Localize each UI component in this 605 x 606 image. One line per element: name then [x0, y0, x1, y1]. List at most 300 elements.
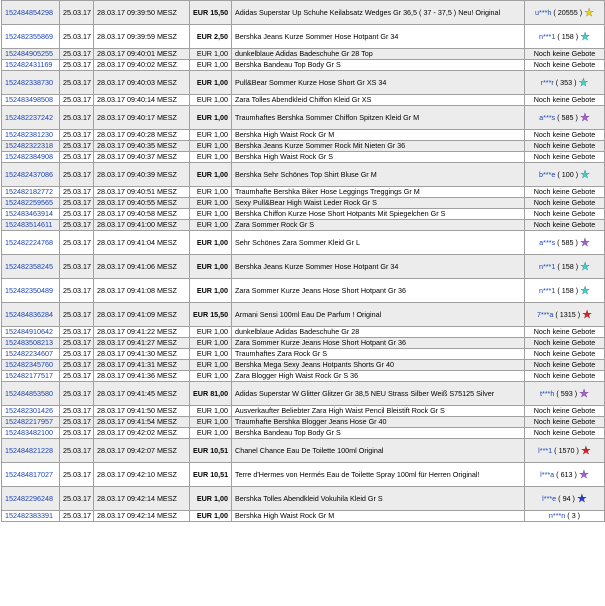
- item-id-link[interactable]: 152482431169: [5, 60, 53, 69]
- price-value: 1,00: [214, 95, 228, 104]
- price-cell: [190, 152, 232, 163]
- bid-status-cell: a***s ( 585 ) ★: [525, 231, 605, 255]
- item-title-cell: Sehr Schönes Zara Sommer Kleid Gr L: [232, 231, 525, 255]
- bidder-name[interactable]: l***a: [540, 469, 555, 479]
- end-time-cell: 28.03.17 09:41:30 MESZ: [94, 349, 190, 360]
- end-time-cell: 28.03.17 09:40:02 MESZ: [94, 60, 190, 71]
- price-value: 1,00: [214, 371, 228, 380]
- bidder-name[interactable]: a***s: [539, 237, 556, 247]
- start-date-cell: 25.03.17: [60, 209, 94, 220]
- bidder-name[interactable]: b***e: [538, 169, 556, 179]
- table-row: [2, 141, 605, 152]
- item-title-cell: Adidas Superstar Up Schuhe Keilabsatz Wedges Gr 36,5 ( 37 - 37,5 ) Neu! Original: [232, 1, 525, 25]
- currency: EUR: [196, 220, 212, 229]
- price-value: 1,00: [214, 187, 228, 196]
- bid-status-cell: [525, 198, 605, 209]
- start-date-cell: 25.03.17: [60, 371, 94, 382]
- item-id-link[interactable]: 152482383391: [5, 511, 53, 520]
- end-time-cell: 28.03.17 09:41:06 MESZ: [94, 255, 190, 279]
- price-value: 1,00: [214, 112, 228, 122]
- item-id-cell: [2, 1, 60, 25]
- currency: EUR: [193, 309, 209, 319]
- item-id-cell: [2, 106, 60, 130]
- price-cell: [190, 439, 232, 463]
- item-title-cell: Ausverkaufter Beliebter Zara High Waist Pencil Bleistift Rock Gr S: [232, 406, 525, 417]
- end-time-cell: 28.03.17 09:41:45 MESZ: [94, 382, 190, 406]
- start-date-cell: 25.03.17: [60, 106, 94, 130]
- item-title-cell: Bershka High Waist Rock Gr M: [232, 511, 525, 522]
- bid-status-cell: n***n ( 3 ): [525, 511, 605, 522]
- price-value: 1,00: [214, 169, 228, 179]
- bid-status-cell: b***e ( 100 ) ★: [525, 163, 605, 187]
- bid-status-cell: [525, 406, 605, 417]
- item-id-link[interactable]: 152484836284: [5, 309, 53, 319]
- currency: EUR: [196, 493, 212, 503]
- item-id-cell: [2, 382, 60, 406]
- auction-list-table: [1, 0, 605, 522]
- price-cell: [190, 209, 232, 220]
- currency: EUR: [196, 130, 212, 139]
- feedback-score: 158: [561, 285, 574, 295]
- currency: EUR: [196, 49, 212, 58]
- no-bids-label: Noch keine Gebote: [533, 49, 596, 58]
- price-value: 1,00: [214, 417, 228, 426]
- bidder-name[interactable]: l***1: [538, 445, 553, 455]
- start-date-cell: 25.03.17: [60, 487, 94, 511]
- bid-status-cell: t***h ( 593 ) ★: [525, 382, 605, 406]
- price-cell: [190, 95, 232, 106]
- currency: EUR: [196, 198, 212, 207]
- item-title-cell: Terre d'Hermes von Hermés Eau de Toilette Spray 100ml für Herren Original!: [232, 463, 525, 487]
- item-title-cell: Bershka Bandeau Top Body Gr S: [232, 60, 525, 71]
- item-id-cell: [2, 220, 60, 231]
- end-time-cell: 28.03.17 09:42:07 MESZ: [94, 439, 190, 463]
- table-row: [2, 487, 605, 511]
- price-cell: [190, 327, 232, 338]
- purple-star-icon: ★: [578, 468, 589, 481]
- bidder-name[interactable]: n***n: [548, 511, 566, 520]
- currency: EUR: [193, 7, 209, 17]
- item-id-link[interactable]: 152483463914: [5, 209, 53, 218]
- table-row: [2, 406, 605, 417]
- price-value: 1,00: [214, 327, 228, 336]
- table-row: [2, 360, 605, 371]
- table-row: [2, 106, 605, 130]
- feedback-score: 20555: [557, 7, 578, 17]
- start-date-cell: 25.03.17: [60, 439, 94, 463]
- no-bids-label: Noch keine Gebote: [533, 327, 596, 336]
- item-id-cell: [2, 406, 60, 417]
- no-bids-label: Noch keine Gebote: [533, 220, 596, 229]
- currency: EUR: [196, 338, 212, 347]
- item-id-cell: [2, 95, 60, 106]
- item-id-cell: [2, 71, 60, 95]
- price-cell: [190, 106, 232, 130]
- price-value: 1,00: [214, 511, 228, 520]
- bid-status-cell: [525, 60, 605, 71]
- bidder-name[interactable]: l***e: [542, 493, 557, 503]
- price-cell: [190, 279, 232, 303]
- purple-star-icon: ★: [579, 387, 590, 400]
- item-title-cell: Zara Sommer Rock Gr S: [232, 220, 525, 231]
- bid-status-cell: [525, 49, 605, 60]
- item-id-link[interactable]: 152482350489: [5, 285, 53, 295]
- item-title-cell: Bershka High Waist Rock Gr S: [232, 152, 525, 163]
- bid-status-cell: u***h ( 20555 ) ★: [525, 1, 605, 25]
- currency: EUR: [196, 511, 212, 520]
- currency: EUR: [193, 388, 209, 398]
- table-row: [2, 417, 605, 428]
- item-id-cell: [2, 463, 60, 487]
- item-id-link[interactable]: 152484910642: [5, 327, 53, 336]
- item-id-link[interactable]: 152483514611: [5, 220, 53, 229]
- table-row: [2, 220, 605, 231]
- start-date-cell: 25.03.17: [60, 231, 94, 255]
- item-id-cell: [2, 25, 60, 49]
- item-id-link[interactable]: 152484817027: [5, 469, 53, 479]
- end-time-cell: 28.03.17 09:40:58 MESZ: [94, 209, 190, 220]
- price-cell: [190, 338, 232, 349]
- table-row: [2, 338, 605, 349]
- item-id-cell: [2, 439, 60, 463]
- table-row: [2, 130, 605, 141]
- end-time-cell: 28.03.17 09:41:50 MESZ: [94, 406, 190, 417]
- bid-status-cell: [525, 152, 605, 163]
- red-star-icon: ★: [580, 444, 591, 457]
- bid-status-cell: r***r ( 353 ) ★: [525, 71, 605, 95]
- item-id-cell: [2, 130, 60, 141]
- price-value: 1,00: [214, 152, 228, 161]
- item-id-link[interactable]: 152482182772: [5, 187, 53, 196]
- price-cell: [190, 511, 232, 522]
- end-time-cell: 28.03.17 09:42:14 MESZ: [94, 511, 190, 522]
- start-date-cell: 25.03.17: [60, 360, 94, 371]
- item-title-cell: Chanel Chance Eau De Toilette 100ml Original: [232, 439, 525, 463]
- item-title-cell: Zara Tolles Abendkleid Chiffon Kleid Gr XS: [232, 95, 525, 106]
- end-time-cell: 28.03.17 09:41:54 MESZ: [94, 417, 190, 428]
- price-value: 81,00: [210, 388, 229, 398]
- bidder-name[interactable]: r***r: [540, 77, 554, 87]
- bidder-name[interactable]: n***1: [538, 285, 556, 295]
- end-time-cell: 28.03.17 09:39:50 MESZ: [94, 1, 190, 25]
- start-date-cell: 25.03.17: [60, 130, 94, 141]
- price-value: 1,00: [214, 49, 228, 58]
- table-row: [2, 231, 605, 255]
- bid-status-cell: [525, 220, 605, 231]
- start-date-cell: 25.03.17: [60, 49, 94, 60]
- bid-status-cell: [525, 327, 605, 338]
- no-bids-label: Noch keine Gebote: [533, 338, 596, 347]
- start-date-cell: 25.03.17: [60, 71, 94, 95]
- bidder-name[interactable]: u***h: [534, 7, 552, 17]
- no-bids-label: Noch keine Gebote: [533, 360, 596, 369]
- table-row: [2, 428, 605, 439]
- item-id-link[interactable]: 152482322318: [5, 141, 53, 150]
- currency: EUR: [196, 237, 212, 247]
- start-date-cell: 25.03.17: [60, 349, 94, 360]
- no-bids-label: Noch keine Gebote: [533, 209, 596, 218]
- currency: EUR: [196, 209, 212, 218]
- start-date-cell: 25.03.17: [60, 255, 94, 279]
- item-id-link[interactable]: 152484853580: [5, 388, 53, 398]
- item-id-link[interactable]: 152483508213: [5, 338, 53, 347]
- feedback-score: 585: [561, 112, 574, 122]
- feedback-score: 353: [560, 77, 573, 87]
- bidder-name[interactable]: n***1: [538, 261, 556, 271]
- item-id-link[interactable]: 152482224768: [5, 237, 53, 247]
- currency: EUR: [196, 31, 212, 41]
- start-date-cell: 25.03.17: [60, 279, 94, 303]
- price-cell: [190, 371, 232, 382]
- table-row: [2, 279, 605, 303]
- no-bids-label: Noch keine Gebote: [533, 95, 596, 104]
- price-value: 1,00: [214, 285, 228, 295]
- bidder-name[interactable]: 7***a: [536, 309, 554, 319]
- currency: EUR: [196, 285, 212, 295]
- price-cell: [190, 360, 232, 371]
- table-row: [2, 255, 605, 279]
- no-bids-label: Noch keine Gebote: [533, 152, 596, 161]
- bid-status-cell: [525, 95, 605, 106]
- item-title-cell: Armani Sensi 100ml Eau De Parfum ! Original: [232, 303, 525, 327]
- bid-status-cell: [525, 338, 605, 349]
- price-cell: [190, 463, 232, 487]
- turquoise-star-icon: ★: [580, 30, 591, 43]
- end-time-cell: 28.03.17 09:41:31 MESZ: [94, 360, 190, 371]
- price-value: 1,00: [214, 130, 228, 139]
- end-time-cell: 28.03.17 09:41:22 MESZ: [94, 327, 190, 338]
- item-id-link[interactable]: 152482177517: [5, 371, 53, 380]
- item-id-cell: [2, 360, 60, 371]
- item-title-cell: Bershka Tolles Abendkleid Vokuhila Kleid Gr S: [232, 487, 525, 511]
- no-bids-label: Noch keine Gebote: [533, 417, 596, 426]
- item-title-cell: Adidas Superstar W Glitter Glitzer Gr 38,5 NEU Strass Silber Weiß S75125 Silver: [232, 382, 525, 406]
- table-row: [2, 371, 605, 382]
- price-cell: [190, 130, 232, 141]
- item-title-cell: Zara Sommer Kurze Jeans Hose Short Hotpant Gr 36: [232, 279, 525, 303]
- price-cell: [190, 255, 232, 279]
- item-id-cell: [2, 349, 60, 360]
- item-id-link[interactable]: 152484821228: [5, 445, 53, 455]
- feedback-score: 158: [561, 31, 574, 41]
- start-date-cell: 25.03.17: [60, 406, 94, 417]
- item-title-cell: Bershka Jeans Kurze Sommer Rock Mit Nieten Gr 36: [232, 141, 525, 152]
- turquoise-star-icon: ★: [580, 168, 591, 181]
- feedback-score: 1315: [559, 309, 576, 319]
- item-id-link[interactable]: 152483482100: [5, 428, 53, 437]
- bidder-name[interactable]: a***s: [539, 112, 556, 122]
- item-id-link[interactable]: 152482301426: [5, 406, 53, 415]
- price-value: 10,51: [210, 445, 229, 455]
- bidder-name[interactable]: n***1: [538, 31, 556, 41]
- start-date-cell: 25.03.17: [60, 327, 94, 338]
- currency: EUR: [196, 371, 212, 380]
- item-id-cell: [2, 303, 60, 327]
- item-title-cell: Bershka Chiffon Kurze Hose Short Hotpants Mit Spiegelchen Gr S: [232, 209, 525, 220]
- table-row: [2, 349, 605, 360]
- no-bids-label: Noch keine Gebote: [533, 198, 596, 207]
- price-cell: [190, 231, 232, 255]
- currency: EUR: [193, 445, 209, 455]
- price-value: 1,00: [214, 261, 228, 271]
- item-id-link[interactable]: 152482338730: [5, 77, 53, 87]
- feedback-score: 613: [560, 469, 573, 479]
- end-time-cell: 28.03.17 09:41:08 MESZ: [94, 279, 190, 303]
- price-cell: [190, 187, 232, 198]
- item-title-cell: Zara Blogger High Waist Rock Gr S 36: [232, 371, 525, 382]
- item-id-link[interactable]: 152482237242: [5, 112, 53, 122]
- table-row: [2, 382, 605, 406]
- table-row: [2, 187, 605, 198]
- price-cell: [190, 428, 232, 439]
- currency: EUR: [196, 77, 212, 87]
- price-value: 1,00: [214, 338, 228, 347]
- start-date-cell: 25.03.17: [60, 60, 94, 71]
- bid-status-cell: [525, 360, 605, 371]
- price-value: 15,50: [210, 309, 229, 319]
- currency: EUR: [196, 428, 212, 437]
- table-row: [2, 152, 605, 163]
- currency: EUR: [196, 360, 212, 369]
- table-row: [2, 25, 605, 49]
- bid-status-cell: [525, 349, 605, 360]
- end-time-cell: 28.03.17 09:40:28 MESZ: [94, 130, 190, 141]
- no-bids-label: Noch keine Gebote: [533, 406, 596, 415]
- price-cell: [190, 71, 232, 95]
- price-value: 1,00: [214, 428, 228, 437]
- start-date-cell: 25.03.17: [60, 417, 94, 428]
- bid-status-cell: n***1 ( 158 ) ★: [525, 25, 605, 49]
- table-row: [2, 303, 605, 327]
- start-date-cell: 25.03.17: [60, 141, 94, 152]
- feedback-score: 94: [562, 493, 571, 503]
- start-date-cell: 25.03.17: [60, 1, 94, 25]
- auction-list-body: [2, 1, 605, 522]
- price-value: 1,00: [214, 77, 228, 87]
- item-id-link[interactable]: 152482345760: [5, 360, 53, 369]
- yellow-star-icon: ★: [584, 6, 595, 19]
- item-id-cell: [2, 327, 60, 338]
- purple-star-icon: ★: [579, 111, 590, 124]
- price-cell: [190, 417, 232, 428]
- item-id-link[interactable]: 152482234607: [5, 349, 53, 358]
- item-id-link[interactable]: 152482358245: [5, 261, 53, 271]
- table-row: [2, 60, 605, 71]
- currency: EUR: [193, 469, 209, 479]
- item-id-link[interactable]: 152483498508: [5, 95, 53, 104]
- item-title-cell: Traumhaftes Bershka Sommer Chiffon Spitzen Kleid Gr M: [232, 106, 525, 130]
- end-time-cell: 28.03.17 09:41:36 MESZ: [94, 371, 190, 382]
- currency: EUR: [196, 60, 212, 69]
- item-id-cell: [2, 209, 60, 220]
- currency: EUR: [196, 349, 212, 358]
- currency: EUR: [196, 112, 212, 122]
- start-date-cell: 25.03.17: [60, 198, 94, 209]
- no-bids-label: Noch keine Gebote: [533, 371, 596, 380]
- start-date-cell: 25.03.17: [60, 338, 94, 349]
- item-id-link[interactable]: 152482296248: [5, 493, 53, 503]
- item-title-cell: Bershka Jeans Kurze Sommer Hose Hotpant Gr 34: [232, 25, 525, 49]
- price-value: 1,00: [214, 209, 228, 218]
- item-id-cell: [2, 163, 60, 187]
- table-row: [2, 95, 605, 106]
- bid-status-cell: 7***a ( 1315 ) ★: [525, 303, 605, 327]
- table-row: [2, 71, 605, 95]
- start-date-cell: 25.03.17: [60, 95, 94, 106]
- price-cell: [190, 487, 232, 511]
- start-date-cell: 25.03.17: [60, 163, 94, 187]
- start-date-cell: 25.03.17: [60, 428, 94, 439]
- price-value: 1,00: [214, 198, 228, 207]
- item-title-cell: dunkelblaue Adidas Badeschuhe Gr 28 Top: [232, 49, 525, 60]
- currency: EUR: [196, 327, 212, 336]
- blue-star-icon: ★: [576, 492, 587, 505]
- item-id-cell: [2, 417, 60, 428]
- end-time-cell: 28.03.17 09:41:04 MESZ: [94, 231, 190, 255]
- bidder-name[interactable]: t***h: [539, 388, 555, 398]
- price-cell: [190, 49, 232, 60]
- no-bids-label: Noch keine Gebote: [533, 349, 596, 358]
- end-time-cell: 28.03.17 09:39:59 MESZ: [94, 25, 190, 49]
- item-id-cell: [2, 60, 60, 71]
- item-title-cell: dunkelblaue Adidas Badeschuhe Gr 28: [232, 327, 525, 338]
- item-id-cell: [2, 279, 60, 303]
- price-value: 1,00: [214, 360, 228, 369]
- end-time-cell: 28.03.17 09:40:55 MESZ: [94, 198, 190, 209]
- item-id-cell: [2, 428, 60, 439]
- item-title-cell: Bershka Jeans Kurze Sommer Hose Hotpant Gr 34: [232, 255, 525, 279]
- price-cell: [190, 163, 232, 187]
- price-value: 1,00: [214, 493, 228, 503]
- item-id-link[interactable]: 152482384908: [5, 152, 53, 161]
- currency: EUR: [196, 141, 212, 150]
- price-cell: [190, 349, 232, 360]
- item-id-link[interactable]: 152482259565: [5, 198, 53, 207]
- item-title-cell: Traumhaftes Zara Rock Gr S: [232, 349, 525, 360]
- bid-status-cell: [525, 141, 605, 152]
- bid-status-cell: [525, 130, 605, 141]
- feedback-score: 593: [560, 388, 573, 398]
- item-id-cell: [2, 338, 60, 349]
- bid-status-cell: l***a ( 613 ) ★: [525, 463, 605, 487]
- end-time-cell: 28.03.17 09:41:00 MESZ: [94, 220, 190, 231]
- currency: EUR: [196, 169, 212, 179]
- price-value: 1,00: [214, 60, 228, 69]
- item-title-cell: Pull&Bear Sommer Kurze Hose Short Gr XS 34: [232, 71, 525, 95]
- end-time-cell: 28.03.17 09:40:17 MESZ: [94, 106, 190, 130]
- price-value: 15,50: [210, 7, 229, 17]
- item-id-link[interactable]: 152484854298: [5, 7, 53, 17]
- end-time-cell: 28.03.17 09:40:35 MESZ: [94, 141, 190, 152]
- item-id-link[interactable]: 152482381230: [5, 130, 53, 139]
- end-time-cell: 28.03.17 09:40:51 MESZ: [94, 187, 190, 198]
- item-id-link[interactable]: 152482437086: [5, 169, 53, 179]
- currency: EUR: [196, 417, 212, 426]
- item-id-link[interactable]: 152482355869: [5, 31, 53, 41]
- item-title-cell: Traumhafte Bershka Biker Hose Leggings Treggings Gr M: [232, 187, 525, 198]
- price-value: 1,00: [214, 141, 228, 150]
- table-row: [2, 1, 605, 25]
- no-bids-label: Noch keine Gebote: [533, 141, 596, 150]
- end-time-cell: 28.03.17 09:41:27 MESZ: [94, 338, 190, 349]
- item-id-link[interactable]: 152484905255: [5, 49, 53, 58]
- item-id-cell: [2, 152, 60, 163]
- price-value: 1,00: [214, 406, 228, 415]
- bid-status-cell: [525, 417, 605, 428]
- table-row: [2, 209, 605, 220]
- item-id-link[interactable]: 152482217957: [5, 417, 53, 426]
- table-row: [2, 198, 605, 209]
